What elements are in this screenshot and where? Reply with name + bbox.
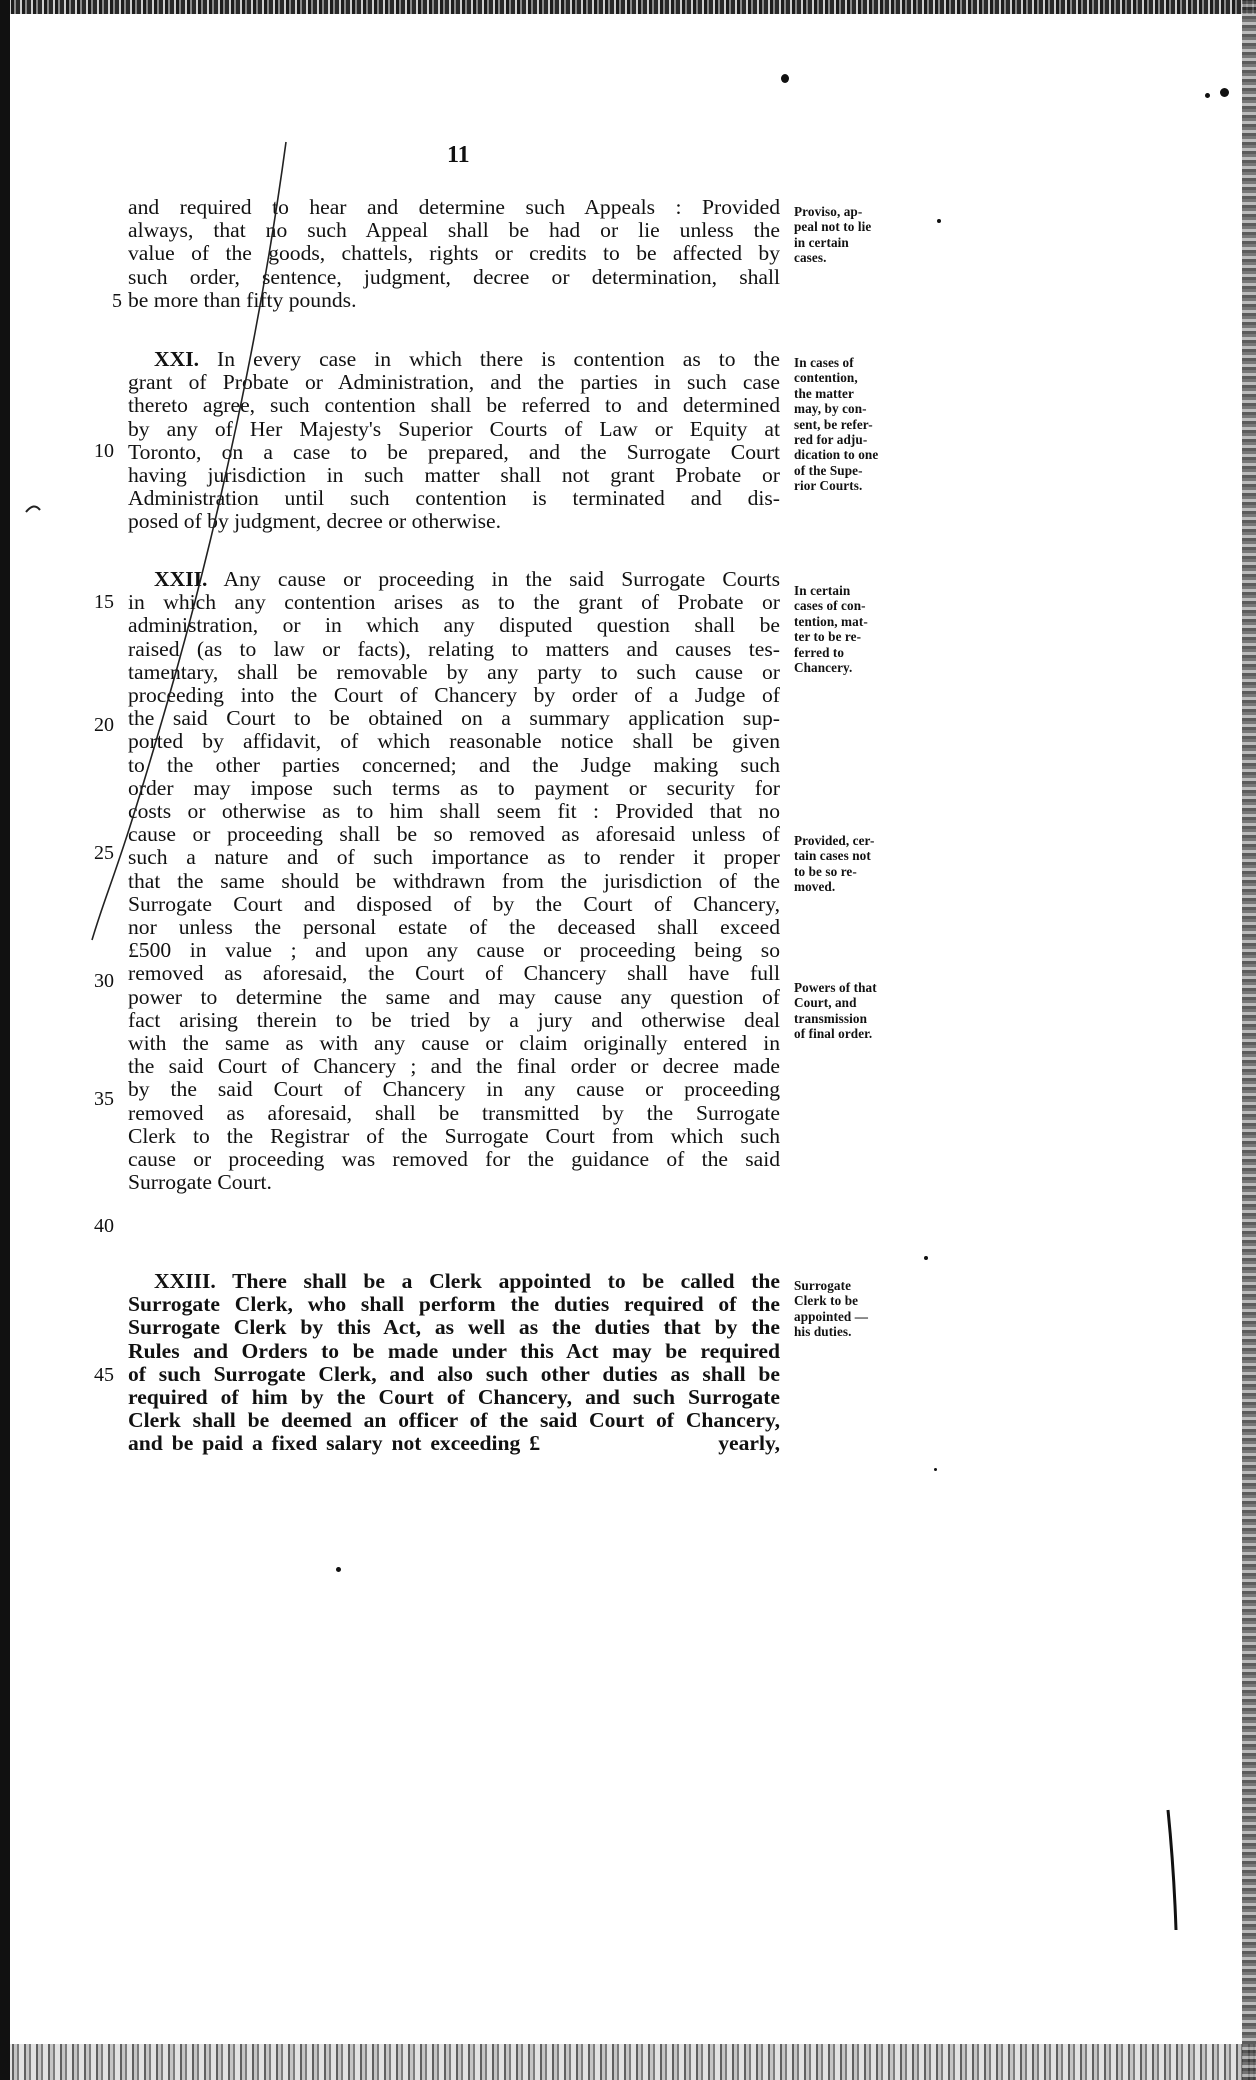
text-line: raised (as to law or facts), relating to matters and causes tes- [128,636,780,661]
text-line: such a nature and of such importance as to render it proper [128,845,780,870]
text-line: ported by affidavit, of which reasonable notice shall be given [128,729,780,754]
margin-note-line: sent, be refer- [794,416,873,432]
margin-note-line: Surrogate [794,1278,852,1293]
text-line: administration, or in which any disputed question shall be [128,613,780,638]
text-line: In every case in which there is contention as to the [217,347,780,371]
margin-note-line: red for adju- [794,432,868,448]
text-line: to the other parties concerned; and the Judge making such [128,752,780,777]
scan-bottom-edge [0,2044,1256,2080]
text-line: power to determine the same and may cause any question of [128,984,780,1009]
margin-note-line: of final order. [794,1026,873,1042]
margin-note-line: ferred to [794,644,845,660]
section-number: XXI. [154,347,199,371]
margin-note-line: Proviso, ap- [794,204,863,219]
margin-note-line: Chancery. [794,660,853,676]
line-number: 45 [94,1364,114,1386]
text-line: always, that no such Appeal shall be had or lie unless the [128,218,780,243]
text-line: required of him by the Court of Chancery, and such Surrogate [128,1385,780,1410]
margin-note-line: ter to be re- [794,629,862,645]
text-line: Surrogate Court. [128,1170,272,1195]
margin-note-line: In cases of [794,355,854,370]
margin-note-line: peal not to lie [794,219,872,235]
margin-note-line: Court, and [794,995,857,1011]
text-line: removed as aforesaid, the Court of Chancery shall have full [128,961,780,986]
margin-note-chancery [794,583,914,675]
margin-note-line: appointed — [794,1308,869,1324]
text-line: Clerk shall be deemed an officer of the said Court of Chancery, [128,1408,780,1433]
scan-right-edge [1242,0,1256,2080]
text-line: value of the goods, chattels, rights or credits to be affected by [128,241,780,266]
line-number: 25 [94,842,114,864]
margin-note-line: transmission [794,1010,868,1026]
margin-note-line: In certain [794,583,851,598]
text-line: by the said Court of Chancery in any cause or proceeding [128,1077,780,1102]
margin-note-line: of the Supe- [794,462,863,478]
text-line: £500 in value ; and upon any cause or proceeding being so [128,938,780,963]
line-number: 5 [112,290,122,312]
margin-note-line: in certain [794,234,849,250]
text-line: the said Court of Chancery ; and the final order or decree made [128,1054,780,1079]
section-xxii [128,568,780,1194]
text-line: Clerk to the Registrar of the Surrogate Court from which such [128,1123,780,1148]
scan-top-edge [0,0,1256,14]
text-line: by any of Her Majesty's Superior Courts of Law or Equity at [128,416,780,441]
line-number: 20 [94,714,114,736]
margin-note-line: to be so re- [794,863,857,879]
margin-note-line: may, by con- [794,401,867,417]
text-line: Administration until such contention is terminated and dis- [128,486,780,511]
text-line: having jurisdiction in such matter shall not grant Probate or [128,463,780,488]
margin-note-line: rior Courts. [794,478,863,494]
text-line: be more than fifty pounds. [128,287,357,312]
margin-note-line: cases of con- [794,598,866,614]
text-line: There shall be a Clerk appointed to be called the [232,1269,780,1293]
text-line: Any cause or proceeding in the said Surrogate Courts [223,567,780,591]
margin-note-line: moved. [794,879,836,895]
text-line: Toronto, on a case to be prepared, and the Surrogate Court [128,439,780,464]
text-line: in which any contention arises as to the grant of Probate or [128,590,780,615]
section-number: XXIII. [154,1269,216,1293]
text-line: fact arising therein to be tried by a jury and otherwise deal [128,1007,780,1032]
text-line: grant of Probate or Administration, and the parties in such case [128,370,780,395]
section-xxiii [128,1270,780,1456]
text-line: removed as aforesaid, shall be transmitted by the Surrogate [128,1100,780,1125]
text-line: that the same should be withdrawn from the jurisdiction of the [128,868,780,893]
text-line: posed of by judgment, decree or otherwise. [128,509,501,534]
margin-note-provided [794,833,914,895]
text-line: and be paid a fixed salary not exceeding £ yearly, [128,1431,780,1456]
text-line: nor unless the personal estate of the deceased shall exceed [128,915,780,940]
line-number: 10 [94,440,114,462]
text-line: costs or otherwise as to him shall seem fit : Provided that no [128,799,780,824]
margin-note-proviso [794,204,914,266]
margin-note-line: dication to one [794,447,879,463]
margin-note-line: Provided, cer- [794,833,875,848]
margin-note-line: Powers of that [794,980,877,995]
text-line: thereto agree, such contention shall be referred to and determined [128,393,780,418]
line-number: 40 [94,1215,114,1237]
text-line: order may impose such terms as to payment or security for [128,775,780,800]
text-line: proceeding into the Court of Chancery by order of a Judge of [128,683,780,708]
text-line: tamentary, shall be removable by any party to such cause or [128,659,780,684]
margin-note-powers [794,980,914,1042]
text-line: Rules and Orders to be made under this Act may be required [128,1338,780,1363]
text-line: the said Court to be obtained on a summary application sup- [128,706,780,731]
margin-note-line: tain cases not [794,848,871,864]
text-line: Surrogate Court and disposed of by the Court of Chancery, [128,891,780,916]
text-line: with the same as with any cause or claim originally entered in [128,1031,780,1056]
line-number: 35 [94,1088,114,1110]
line-number: 15 [94,591,114,613]
margin-note-line: contention, [794,370,858,386]
margin-note-surrogate-clerk [794,1278,914,1340]
text-line: such order, sentence, judgment, decree or determination, shall [128,264,780,289]
paragraph-appeal-proviso [128,196,780,312]
text-line: and required to hear and determine such Appeals : Provided [128,195,780,219]
text-line: cause or proceeding was removed for the guidance of the said [128,1147,780,1172]
page-number: 11 [447,142,470,168]
scan-left-edge [0,0,10,2080]
text-line: cause or proceeding shall be so removed as aforesaid unless of [128,822,780,847]
margin-note-line: cases. [794,250,827,266]
margin-note-contention [794,355,914,494]
margin-note-line: tention, mat- [794,613,868,629]
margin-note-line: Clerk to be [794,1293,859,1309]
text-line: Surrogate Clerk by this Act, as well as the duties that by the [128,1315,780,1340]
section-number: XXII. [154,567,208,591]
text-line: Surrogate Clerk, who shall perform the duties required of the [128,1292,780,1317]
text-line: of such Surrogate Clerk, and also such other duties as shall be [128,1361,780,1386]
line-number: 30 [94,970,114,992]
section-xxi [128,348,780,534]
margin-note-line: his duties. [794,1324,852,1340]
margin-note-line: the matter [794,385,854,401]
